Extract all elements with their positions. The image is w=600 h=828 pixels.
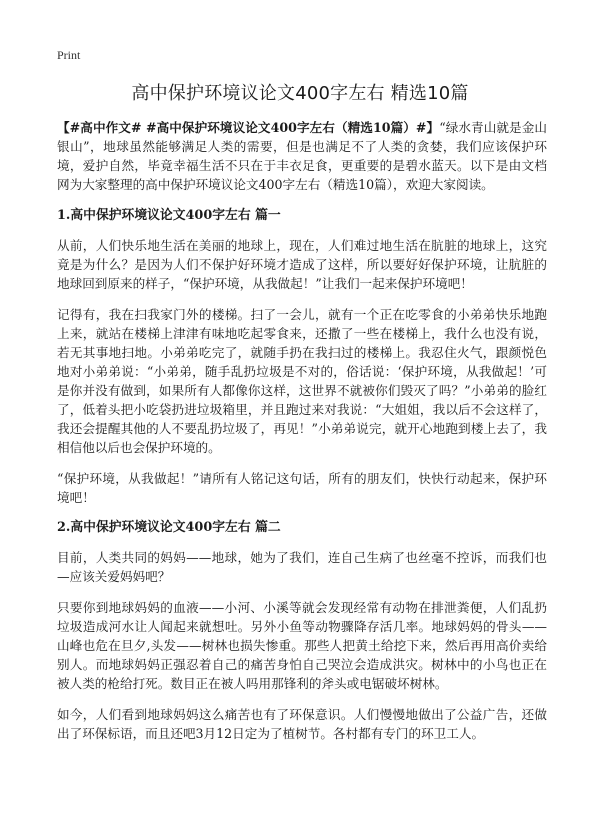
article-body bbox=[57, 118, 547, 755]
page-title: 高中保护环境议论文400字左右 精选10篇 bbox=[131, 83, 469, 104]
section-1-paragraph-1: 从前，人们快乐地生活在美丽的地球上，现在，人们难过地生活在肮脏的地球上，这究竟是为什么？是因为人们不保护好环境才造成了这样，所以要好好保护环境，让肮脏的地球回到原来的样子，“保护环境，从我做起！”让我们一起来保护环境吧！ bbox=[57, 238, 547, 291]
section-2-paragraph-1: 目前，人类共同的妈妈——地球，她为了我们，连自己生病了也丝毫不控诉，而我们也—应该关爱妈妈吧？ bbox=[57, 550, 547, 584]
intro-text: “绿水青山就是金山银山”，地球虽然能够满足人类的需要，但是也满足不了人类的贪婪，我们应该保护环境，爱护自然，毕竟幸福生活不只在于丰衣足食，更重要的是碧水蓝天。以下是由文档网为大家整理的高中保护环境议论文400字左右（精选10篇），欢迎大家阅读。 bbox=[57, 120, 547, 192]
intro-paragraph bbox=[57, 118, 547, 194]
section-1-paragraph-2: 记得有，我在扫我家门外的楼梯。扫了一会儿，就有一个正在吃零食的小弟弟快乐地跑上来，就站在楼梯上津津有味地吃起零食来，还撒了一些在楼梯上，我什么也没有说，若无其事地扫地。小弟弟吃完了，就随手扔在我扫过的楼梯上。我忍住火气，跟颜悦色地对小弟弟说：“小弟弟，随手乱扔垃圾是不对的，俗话说：‘保护环境，从我做起！’可是你并没有做到，如果所有人都像你这样，这世界不就被你们毁灭了吗？”小弟弟的脸红了，低着头把小吃袋扔进垃圾箱里，并且跑过来对我说：“大姐姐，我以后不会这样了，我还会提醒其他的人不要乱扔垃圾了，再见！”小弟弟说完，就开心地跑到楼上去了，我相信他以后也会保护环境的。 bbox=[57, 307, 547, 455]
section-heading-2: 2.高中保护环境议论文400字左右 篇二 bbox=[57, 520, 281, 535]
section-2-paragraph-3: 如今，人们看到地球妈妈这么痛苦也有了环保意识。人们慢慢地做出了公益广告，还做出了环保标语，而且还吧3月12日定为了植树节。各村都有专门的环卫工人。 bbox=[57, 707, 547, 741]
intro-tag: 【#高中作文# #高中保护环境议论文400字左右（精选10篇）#】 bbox=[57, 120, 440, 135]
print-label[interactable]: Print bbox=[57, 48, 81, 62]
section-1-paragraph-3: “保护环境，从我做起！”请所有人铭记这句话，所有的朋友们，快快行动起来，保护环境吧！ bbox=[57, 471, 547, 505]
section-heading-1: 1.高中保护环境议论文400字左右 篇一 bbox=[57, 208, 281, 223]
section-2-paragraph-2: 只要你到地球妈妈的血液——小河、小溪等就会发现经常有动物在排泄粪便，人们乱扔垃圾造成河水让人闻起来就想吐。另外小鱼等动物骤降存活几率。地球妈妈的骨头——山峰也危在旦夕,头发——树林也损失惨重。那些人把黄土给挖下来，然后再用高价卖给别人。而地球妈妈正强忍着自己的痛苦身怕自己哭泣会造成洪灾。树林中的小鸟也正在被人类的枪给打死。数目正在被人吗用那锋利的斧头或电锯破坏树林。 bbox=[57, 600, 547, 691]
